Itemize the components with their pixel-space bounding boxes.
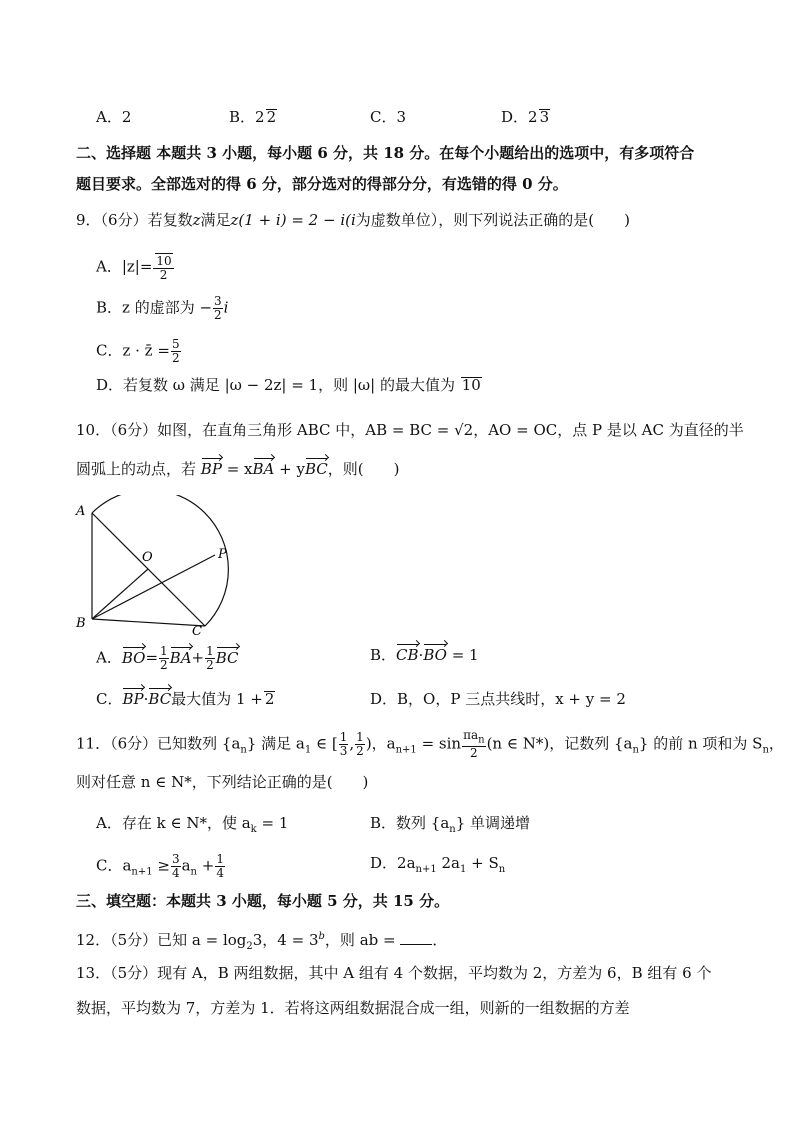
q10-option-a: A．BO= $\frac{1}{2}$ BA+ $\frac{1}{2}$ BC <box>96 644 239 672</box>
q10-option-d: D．B，O，P 三点共线时，x + y = 2 <box>370 690 626 708</box>
label-c: C <box>192 624 202 637</box>
q10-stem-line2: 圆弧上的动点，若 BP = xBA + yBC，则( ) <box>76 460 400 478</box>
q11-option-b: B．数列 $\{a_n\}$ 单调递增 <box>370 814 531 835</box>
top-option-a: A．2 <box>96 108 132 126</box>
top-option-d: D．2 3 <box>501 108 550 126</box>
q9-option-b: B．z 的虚部为 − $\frac{3}{2}$ i <box>96 294 229 322</box>
segment-bc <box>92 619 205 626</box>
q9-option-a: A．|z|= $\frac{10}{2}$ <box>96 254 172 282</box>
q13-stem-line2: 数据，平均数为 7，方差为 1．若将这两组数据混合成一组，则新的一组数据的方差 <box>76 999 630 1017</box>
label-o: O <box>142 550 153 565</box>
q11-option-d: D．$2a_{n+1}$ $2a_1 + S_n$ <box>370 854 506 875</box>
triangle-semicircle-figure <box>70 495 240 637</box>
q12-stem: 12．（5分）已知 $a = \log_23$，$4 = 3^b$，则 ab = ． <box>76 931 448 952</box>
q10-option-b: B．CB·BO = 1 <box>370 646 479 664</box>
q12-answer-blank <box>400 930 432 945</box>
q10-option-c: C．BP·BC最大值为 1 + 2 <box>96 690 275 708</box>
q9-option-d: D．若复数 ω 满足 |ω − 2z| = 1，则 |ω| 的最大值为 10 <box>96 376 481 394</box>
q10-stem-line1: 10．（6分）如图，在直角三角形 ABC 中，AB = BC = √2，AO = OC，点 P 是以 AC 为直径的半 <box>76 421 744 439</box>
q11-option-a: A．存在 k ∈ N*，使 $a_k = 1$ <box>96 814 289 835</box>
label-p: P <box>218 547 227 562</box>
segment-bp <box>92 555 215 619</box>
section-2-heading-line1: 二、选择题 本题共 3 小题，每小题 6 分，共 18 分。在每个小题给出的选项中，有多项符合 <box>76 144 695 162</box>
q11-option-c: C．$a_{n+1}$ ≥ $\frac{3}{4}$ $a_n$ + $\frac{1}{4}$ <box>96 852 224 880</box>
q11-stem-line2: 则对任意 n ∈ N*，下列结论正确的是( ) <box>76 773 369 791</box>
section-2-heading-line2: 题目要求。全部选对的得 6 分，部分选对的得部分分，有选错的得 0 分。 <box>76 175 568 193</box>
semicircle-arc <box>92 495 228 626</box>
label-b: B <box>76 616 86 631</box>
top-option-b: B．2 2 <box>229 108 277 126</box>
top-option-c: C．3 <box>370 108 407 126</box>
q11-stem-line1: 11．（6分）已知数列 $\{a_n\}$ 满足 $a_1$ ∈ [ $\frac{1}{3}$ , $\frac{1}{2}$ )，$a_{n+1} = \sin$ $\frac{\pi a_n}{2}$ (n ∈ N*)，记数列 $\{a_n\}$ 的前 n 项和为 $S_n$， <box>76 728 784 761</box>
q9-stem: 9．（6分）若复数z满足z(1 + i) = 2 − i(i为虚数单位），则下列说法正确的是( ) <box>76 211 630 229</box>
label-a: A <box>76 504 86 519</box>
q9-option-c: C．z · z̄ = $\frac{5}{2}$ <box>96 337 180 365</box>
section-3-heading: 三、填空题：本题共 3 小题，每小题 5 分，共 15 分。 <box>76 892 450 910</box>
q13-stem-line1: 13．（5分）现有 A，B 两组数据，其中 A 组有 4 个数据，平均数为 2，方差为 6，B 组有 6 个 <box>76 964 712 982</box>
